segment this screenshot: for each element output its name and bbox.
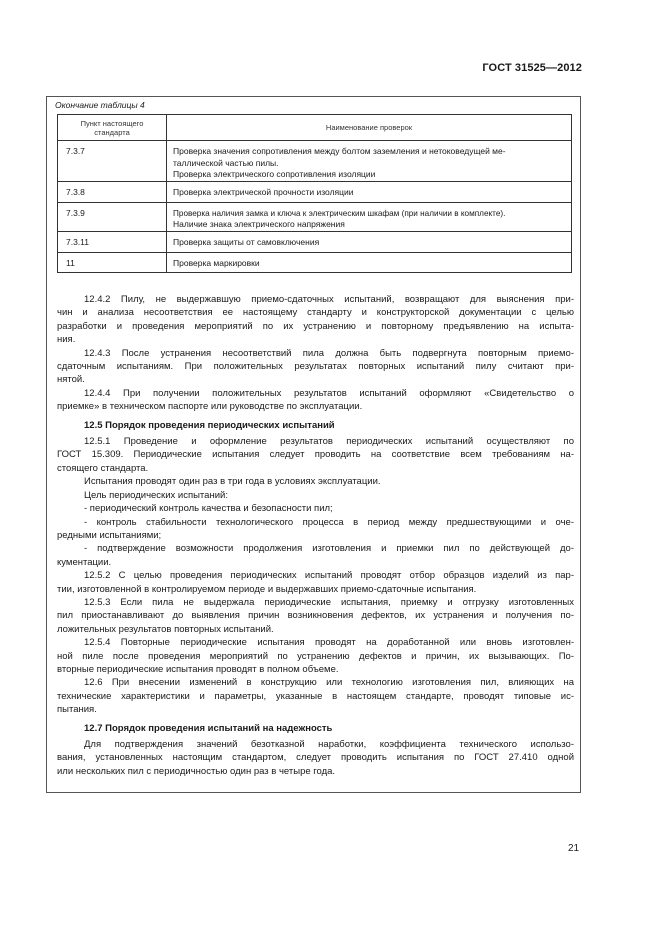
text-line: чин и анализа несоответствия ее настоящему стандарту и конструкторской документации с целью: [57, 307, 574, 319]
paragraph-12-4-4: [57, 387, 574, 414]
text-line: вания, установленных настоящим стандартом, следует проводить испытания по ГОСТ 27.410 одной: [57, 752, 574, 764]
col-checks-header: Наименование проверок: [167, 115, 572, 141]
text-line: пытания.: [57, 704, 97, 716]
check-line: Наличие знака электрического напряжения: [173, 219, 345, 229]
text-line: 12.6 При внесении изменений в конструкцию или технологию изготовления пил, влияющих на: [84, 677, 574, 689]
section-heading-12-7: 12.7 Порядок проведения испытаний на надежность: [84, 722, 333, 734]
check-line: Проверка значения сопротивления между болтом заземления и нетоковедущей ме-: [173, 146, 506, 156]
text-line: редными испытаниями;: [57, 529, 162, 541]
bullet-item: [57, 516, 574, 543]
text-line: приемке» в техническом паспорте или руководстве по эксплуатации.: [57, 401, 363, 413]
text-line: 12.4.3 После устранения несоответствий пила должна быть подвергнута повторным приемо-: [84, 347, 574, 359]
text-line: Испытания проводят один раз в три года в условиях эксплуатации.: [84, 476, 381, 488]
clause-cell: 11: [58, 252, 167, 272]
text-line: ГОСТ 15.309. Периодические испытания следует проводить на соответствие всем требованиям на-: [57, 449, 574, 461]
paragraph-12-5-3: [57, 596, 574, 636]
clause-cell: 7.3.8: [58, 181, 167, 202]
text-line: разработки и проведения мероприятий по их устранению и повторному предъявлению на испыта-: [57, 320, 574, 332]
text-line: ной пиле после проведения мероприятий по устранению дефектов и причин, их вызывающих. По-: [57, 650, 574, 662]
check-cell: [167, 231, 572, 252]
check-line: Проверка защиты от самовключения: [173, 236, 320, 247]
text-line: Цель периодических испытаний:: [84, 489, 228, 501]
section-heading-12-5: 12.5 Порядок проведения периодических испытаний: [84, 419, 335, 431]
check-cell: [167, 181, 572, 202]
text-line: - контроль стабильности технологического процесса в период между предшествующими и оче-: [84, 516, 574, 528]
text-line: 12.5.3 Если пила не выдержала периодические испытания, приемку и отгрузку изготовленных: [84, 596, 574, 608]
paragraph-12-6: [57, 676, 574, 716]
text-line: 12.4.2 Пилу, не выдержавшую приемо-сдаточных испытаний, возвращают для выяснения при-: [84, 294, 574, 305]
clause-cell: 7.3.11: [58, 231, 167, 252]
text-line: технические характеристики и параметры, указанные в настоящем стандарте, проводят типовые ис-: [57, 690, 574, 702]
table-row: [58, 202, 572, 231]
check-cell: [167, 252, 572, 272]
paragraph-12-7: [57, 738, 574, 778]
table-header-row: [58, 115, 572, 141]
check-line: Проверка электрического сопротивления изоляции: [173, 169, 376, 179]
text-line: вторные периодические испытания проводят в полном объеме.: [57, 663, 339, 675]
text-line: Для подтверждения значений безотказной наработки, коэффициента технического использо-: [84, 739, 574, 750]
paragraph-12-5-1: [57, 435, 574, 475]
clause-cell: 7.3.9: [58, 202, 167, 231]
content-frame: [46, 96, 581, 793]
col-clause-header-line2: стандарта: [94, 127, 130, 137]
paragraph-goal: [57, 489, 574, 502]
document-code: ГОСТ 31525—2012: [482, 62, 582, 74]
table-row: [58, 252, 572, 272]
table-row: [58, 231, 572, 252]
bullet-item: [57, 542, 574, 569]
text-line: нятой.: [57, 374, 85, 386]
checks-table: [57, 114, 572, 273]
text-line: стоящего стандарта.: [57, 462, 149, 474]
paragraph-12-4-2: [57, 293, 574, 347]
check-line: Проверка наличия замка и ключа к электрическим шкафам (при наличии в комплекте).: [173, 208, 506, 218]
text-line: ния.: [57, 334, 76, 346]
text-line: или нескольких пил с периодичностью один раз в четыре года.: [57, 765, 336, 777]
table-caption: Окончание таблицы 4: [55, 100, 145, 110]
paragraph-12-4-3: [57, 347, 574, 387]
text-line: - подтверждение возможности продолжения изготовления и приемки пил по действующей до-: [84, 543, 574, 555]
text-line: кументации.: [57, 556, 112, 568]
table-row: [58, 141, 572, 182]
text-line: 12.5.2 С целью проведения периодических испытаний проводят отбор образцов изделий из пар-: [84, 570, 574, 582]
check-cell: [167, 141, 572, 182]
text-line: пил приостанавливают до выявления причин возникновения дефектов, их устранения и получения по-: [57, 610, 574, 622]
check-line: Проверка электрической прочности изоляции: [173, 186, 354, 197]
col-clause-header: [58, 115, 167, 141]
check-line: Проверка маркировки: [173, 257, 260, 268]
text-line: - периодический контроль качества и безопасности пил;: [84, 503, 333, 515]
paragraph-12-5-2: [57, 569, 574, 596]
body-text: [57, 293, 574, 778]
text-line: 12.5.4 Повторные периодические испытания проводят на доработанной или вновь изготовлен-: [84, 637, 574, 649]
text-line: тии, изготовленной в контролируемом периоде и выдержавших приемо-сдаточные испытания.: [57, 583, 477, 595]
paragraph-12-5-4: [57, 636, 574, 676]
text-line: 12.5.1 Проведение и оформление результатов периодических испытаний осуществляют по: [84, 436, 574, 448]
check-cell: [167, 202, 572, 231]
text-line: сдаточным испытаниям. При положительных результатах повторных испытаний пилу считают при-: [57, 361, 574, 373]
text-line: 12.4.4 При получении положительных результатов испытаний оформляют «Свидетельство о: [84, 387, 574, 399]
bullet-item: [57, 502, 574, 515]
page-number: 21: [568, 843, 580, 854]
table-row: [58, 181, 572, 202]
text-line: ложительных результатов повторных испытаний.: [57, 623, 274, 635]
col-clause-header-line1: Пункт настоящего: [80, 118, 144, 128]
clause-cell: 7.3.7: [58, 141, 167, 182]
paragraph-frequency: [57, 475, 574, 488]
check-line: таллической частью пилы.: [173, 157, 279, 168]
